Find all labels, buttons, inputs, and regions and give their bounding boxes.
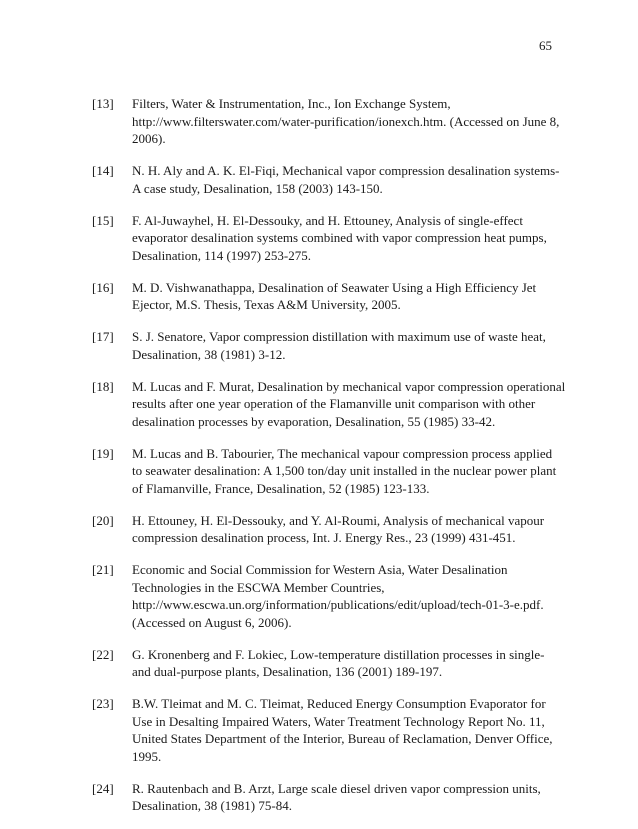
reference-line: http://www.escwa.un.org/information/publications/edit/upload/tech-01-3-e.pdf. <box>132 597 544 612</box>
reference-item <box>92 780 562 815</box>
reference-item <box>92 561 562 631</box>
reference-item <box>92 512 562 547</box>
reference-line: Desalination, 38 (1981) 3-12. <box>132 346 286 362</box>
reference-text <box>132 328 562 363</box>
reference-line: M. D. Vishwanathappa, Desalination of Seawater Using a High Efficiency Jet <box>132 279 537 295</box>
reference-line: and dual-purpose plants, Desalination, 136 (2001) 189-197. <box>132 664 443 679</box>
reference-item <box>92 95 562 148</box>
reference-text <box>132 780 562 815</box>
reference-line: compression desalination process, Int. J. Energy Res., 23 (1999) 431-451. <box>132 530 516 545</box>
reference-number: [19] <box>92 445 114 461</box>
reference-number: [22] <box>92 646 114 662</box>
reference-number: [13] <box>92 96 114 111</box>
reference-line: desalination processes by evaporation, Desalination, 55 (1985) 33-42. <box>132 413 496 429</box>
reference-number: [15] <box>92 212 114 228</box>
reference-number: [17] <box>92 329 114 344</box>
reference-line: United States Department of the Interior, Bureau of Reclamation, Denver Office, <box>132 731 553 746</box>
reference-line: results after one year operation of the Flamanville unit comparison with other <box>132 396 536 411</box>
reference-number: [24] <box>92 780 114 796</box>
reference-line: Desalination, 114 (1997) 253-275. <box>132 247 311 263</box>
reference-item <box>92 279 562 314</box>
reference-item <box>92 378 566 431</box>
reference-line: S. J. Senatore, Vapor compression distillation with maximum use of waste heat, <box>132 329 546 344</box>
reference-text <box>132 162 562 197</box>
reference-line: to seawater desalination: A 1,500 ton/day unit installed in the nuclear power plant <box>132 463 557 478</box>
reference-line: of Flamanville, France, Desalination, 52 (1985) 123-133. <box>132 480 430 496</box>
reference-line: Ejector, M.S. Thesis, Texas A&M University, 2005. <box>132 297 401 312</box>
reference-line: F. Al-Juwayhel, H. El-Dessouky, and H. Ettouney, Analysis of single-effect <box>132 212 523 228</box>
reference-line: 1995. <box>132 748 162 764</box>
reference-text <box>132 212 562 265</box>
reference-line: http://www.filterswater.com/water-purification/ionexch.htm. (Accessed on June 8, <box>132 113 560 129</box>
reference-line: A case study, Desalination, 158 (2003) 143-150. <box>132 180 383 196</box>
reference-list <box>92 95 566 829</box>
reference-number: [14] <box>92 163 114 178</box>
reference-line: N. H. Aly and A. K. El-Fiqi, Mechanical vapor compression desalination systems- <box>132 163 560 178</box>
reference-item <box>92 212 562 265</box>
reference-line: Filters, Water & Instrumentation, Inc., Ion Exchange System, <box>132 96 451 111</box>
reference-line: 2006). <box>132 131 166 146</box>
reference-item <box>92 695 562 765</box>
reference-line: evaporator desalination systems combined with vapor compression heat pumps, <box>132 230 547 245</box>
reference-item <box>92 646 562 681</box>
reference-item <box>92 445 562 498</box>
reference-number: [21] <box>92 562 114 577</box>
reference-number: [18] <box>92 378 114 394</box>
reference-text <box>132 695 562 765</box>
reference-item <box>92 328 562 363</box>
reference-line: Economic and Social Commission for Western Asia, Water Desalination <box>132 562 508 577</box>
reference-text <box>132 646 562 681</box>
reference-line: G. Kronenberg and F. Lokiec, Low-temperature distillation processes in single- <box>132 646 545 662</box>
reference-line: Technologies in the ESCWA Member Countries, <box>132 579 385 595</box>
reference-line: M. Lucas and B. Tabourier, The mechanical vapour compression process applied <box>132 445 553 461</box>
reference-text <box>132 561 562 631</box>
reference-number: [16] <box>92 279 114 295</box>
reference-text <box>132 445 562 498</box>
reference-text <box>132 279 562 314</box>
reference-line: Desalination, 38 (1981) 75-84. <box>132 798 292 813</box>
reference-text <box>132 378 565 431</box>
reference-line: R. Rautenbach and B. Arzt, Large scale diesel driven vapor compression units, <box>132 780 541 796</box>
reference-line: Use in Desalting Impaired Waters, Water Treatment Technology Report No. 11, <box>132 713 545 729</box>
reference-number: [23] <box>92 696 114 711</box>
reference-text <box>132 512 562 547</box>
reference-text <box>132 95 562 148</box>
reference-line: M. Lucas and F. Murat, Desalination by mechanical vapor compression operational <box>132 378 566 394</box>
reference-line: H. Ettouney, H. El-Dessouky, and Y. Al-Roumi, Analysis of mechanical vapour <box>132 512 545 528</box>
reference-line: (Accessed on August 6, 2006). <box>132 614 292 630</box>
reference-item <box>92 162 562 197</box>
page-number: 65 <box>539 38 552 53</box>
reference-line: B.W. Tleimat and M. C. Tleimat, Reduced Energy Consumption Evaporator for <box>132 696 546 711</box>
reference-number: [20] <box>92 512 114 528</box>
